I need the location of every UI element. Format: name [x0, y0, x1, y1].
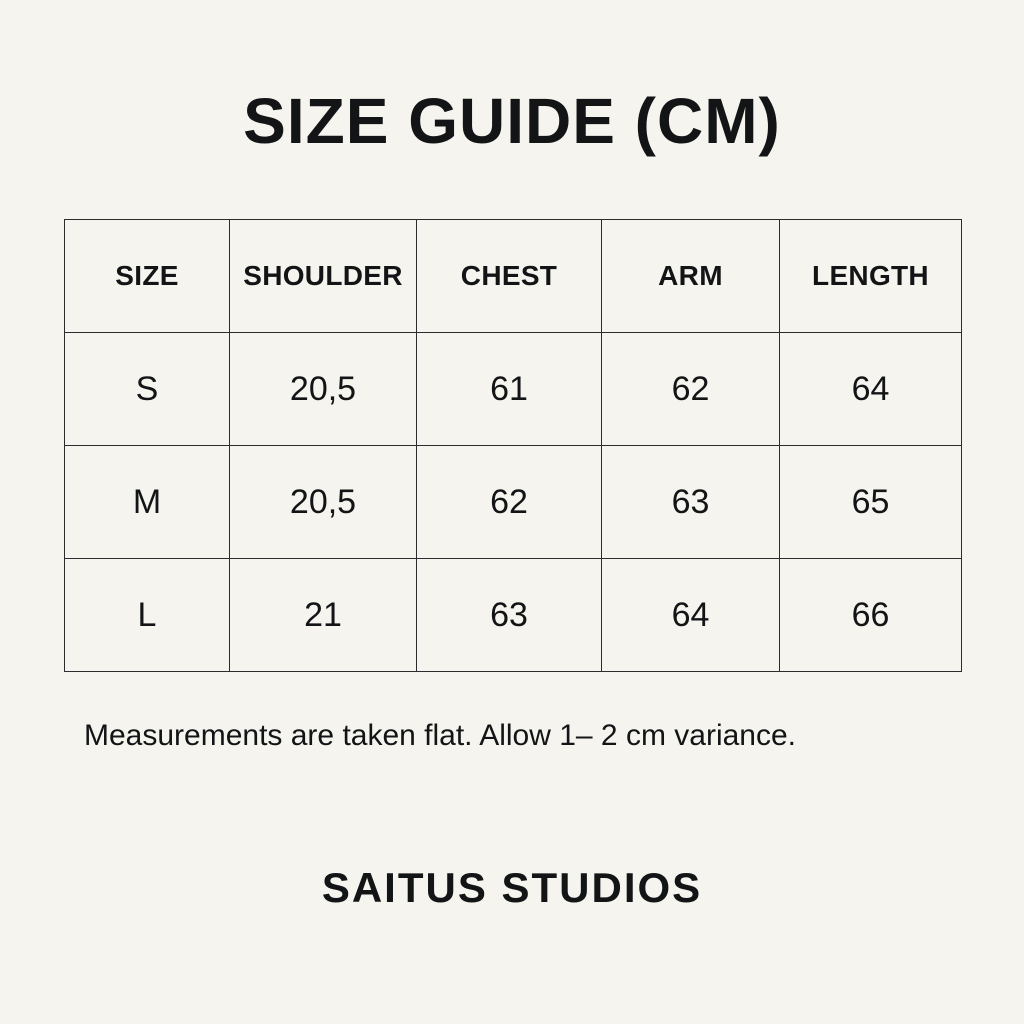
header-size: SIZE	[65, 220, 230, 333]
table-row	[65, 559, 962, 672]
cell-length: 64	[780, 333, 962, 446]
header-arm: ARM	[602, 220, 780, 333]
cell-arm: 62	[602, 333, 780, 446]
table-header-row	[65, 220, 962, 333]
cell-arm: 64	[602, 559, 780, 672]
cell-chest: 63	[417, 559, 602, 672]
header-length: LENGTH	[780, 220, 962, 333]
cell-length: 65	[780, 446, 962, 559]
page-title: SIZE GUIDE (CM)	[243, 85, 781, 157]
cell-chest: 62	[417, 446, 602, 559]
cell-size: S	[65, 333, 230, 446]
brand-name: SAITUS STUDIOS	[321, 864, 703, 911]
size-table	[64, 219, 962, 672]
table-row	[65, 446, 962, 559]
cell-size: M	[65, 446, 230, 559]
cell-shoulder: 21	[230, 559, 417, 672]
header-chest: CHEST	[417, 220, 602, 333]
cell-shoulder: 20,5	[230, 333, 417, 446]
cell-size: L	[65, 559, 230, 672]
measurement-note: Measurements are taken flat. Allow 1– 2 cm variance.	[84, 719, 797, 752]
header-shoulder: SHOULDER	[230, 220, 417, 333]
cell-shoulder: 20,5	[230, 446, 417, 559]
cell-arm: 63	[602, 446, 780, 559]
cell-length: 66	[780, 559, 962, 672]
table-row	[65, 333, 962, 446]
cell-chest: 61	[417, 333, 602, 446]
